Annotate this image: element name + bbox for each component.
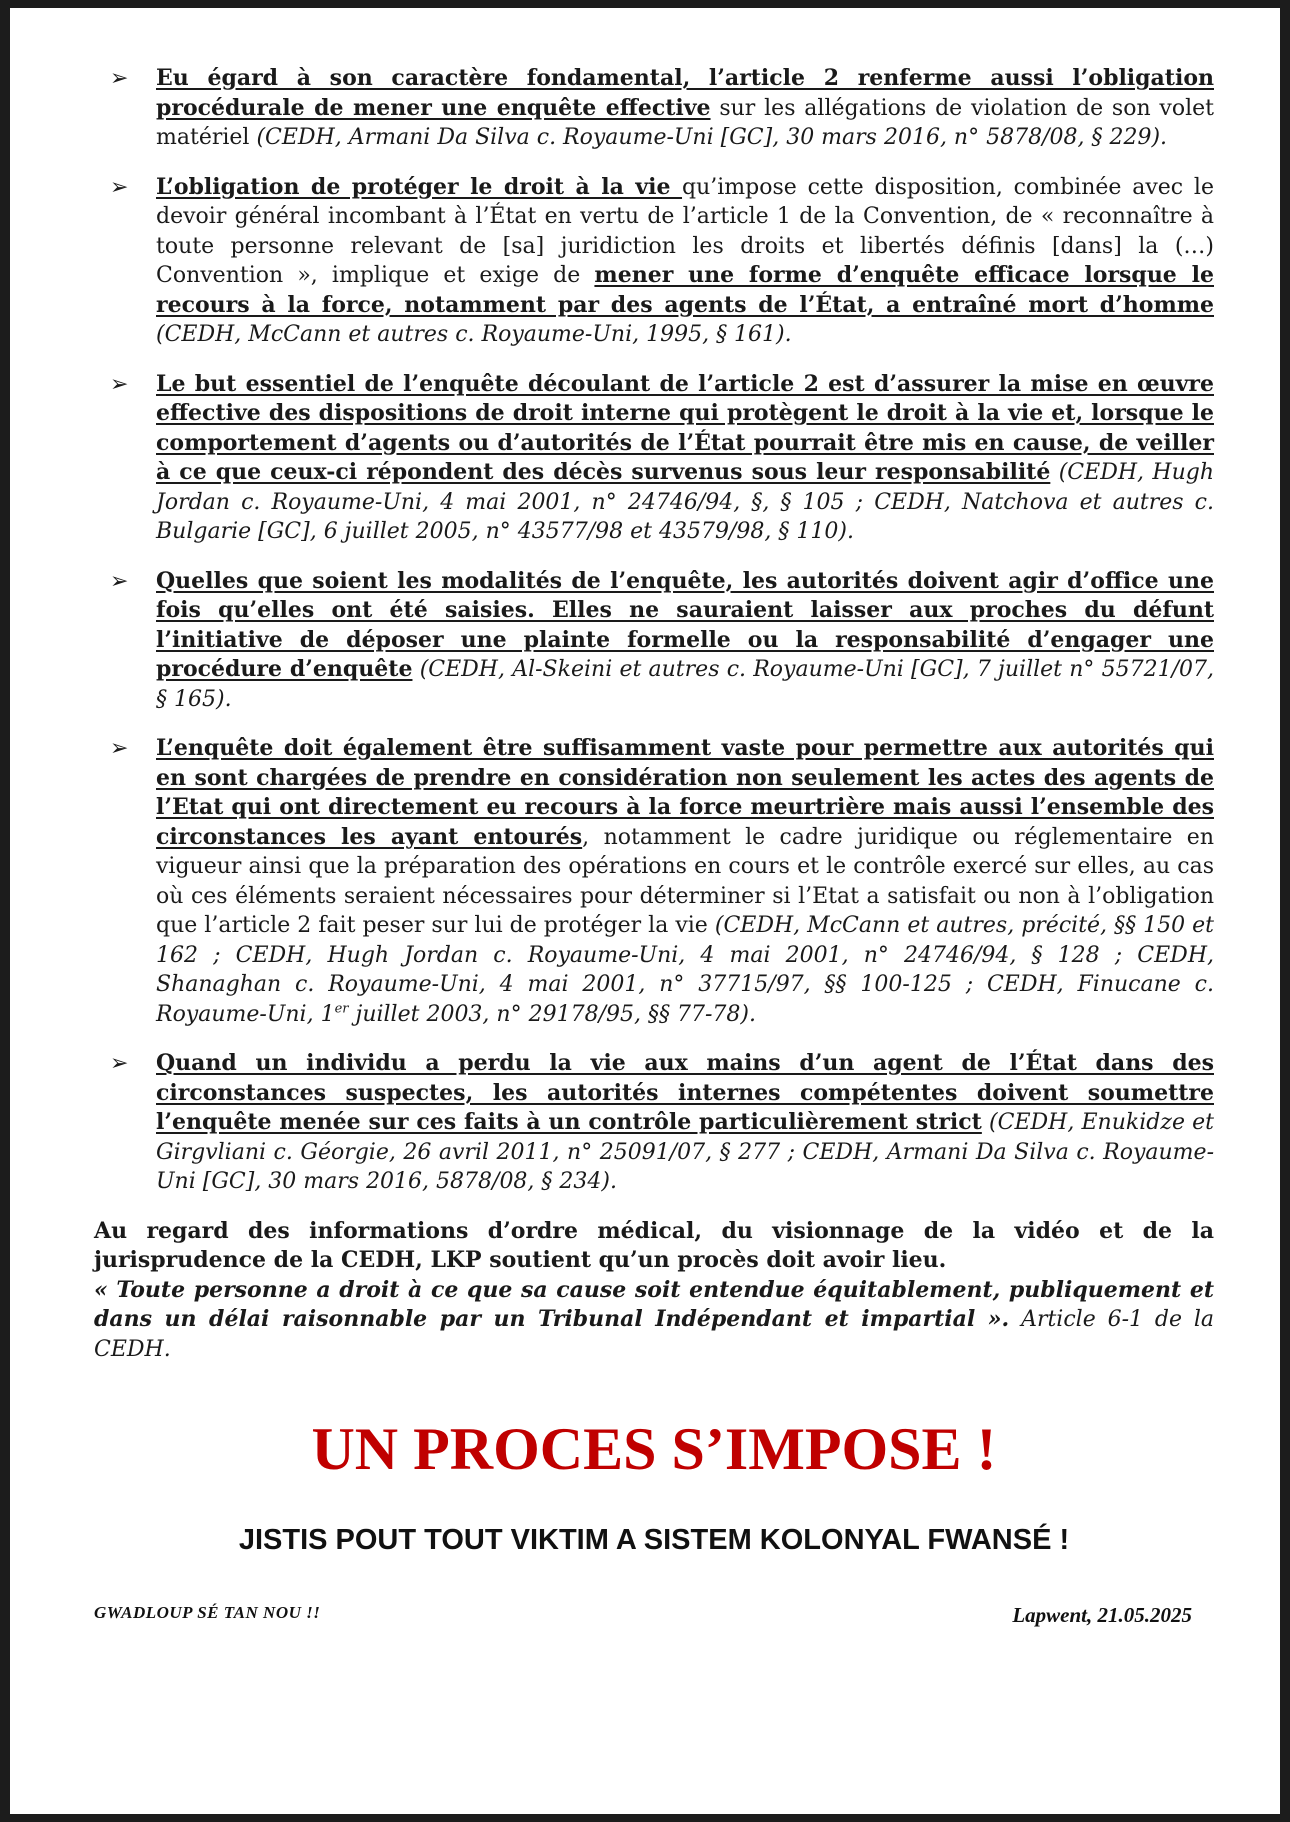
bullet-text: , notamment le cadre juridique ou réglementaire en vigueur ainsi que la préparation des opérations en cours et le contrôle exercé sur elles, au cas où ces éléments seraient nécessaires pour déterminer si l’Etat a satisfait ou non à l’obligation que l’article 2 fait peser sur lui de protéger la vie [156,824,1214,938]
bullet-item [94,173,1214,350]
bullet-citation-end: juillet 2003, n° 29178/95, §§ 77-78). [348,1001,756,1027]
footer-motto: GWADLOUP SÉ TAN NOU !! [94,1603,321,1622]
headline: UN PROCES S’IMPOSE ! [311,1416,997,1482]
bullet-item [94,734,1214,1029]
arrow-bullet-icon: ➢ [110,568,129,594]
arrow-bullet-icon: ➢ [110,371,129,397]
bullet-citation: (CEDH, Hugh Jordan c. Royaume-Uni, 4 mai 2001, n° 24746/94, §, § 105 ; CEDH, Natchova et autres c. Bulgarie [GC], 6 juillet 2005, n° 43577/98 et 43579/98, § 110). [156,460,1214,544]
bullet-bold-text: L’obligation de protéger le droit à la vie [156,173,683,200]
footer-place-date: Lapwent, 21.05.2025 [1012,1603,1192,1627]
bullet-bold-text: Quelles que soient les modalités de l’enquête, les autorités doivent agir d’office une fois qu’elles ont été saisies. Elles ne sauraient laisser aux proches du défunt l’initiative de déposer une plainte formelle ou la responsabilité d’engager une procédure d’enquête [156,567,1214,682]
bullet-item [94,370,1214,547]
superscript: er [334,1001,349,1017]
bullet-bold-text: L’enquête doit également être suffisamment vaste pour permettre aux autorités qui en sont chargées de prendre en considération non seulement les actes des agents de l’Etat qui ont directement eu recours à la force meurtrière mais aussi l’ensemble des circonstances les ayant entourés [156,735,1214,850]
arrow-bullet-icon: ➢ [110,174,129,200]
quote-paragraph [94,1276,1214,1365]
slogan: JISTIS POUT TOUT VIKTIM A SISTEM KOLONYAL FWANSÉ ! [238,1524,1070,1556]
bullet-citation: (CEDH, McCann et autres, précité, §§ 150 et 162 ; CEDH, Hugh Jordan c. Royaume-Uni, 4 mai 2001, n° 24746/94, § 128 ; CEDH, Shanaghan c. Royaume-Uni, 4 mai 2001, n° 37715/97, §§ 100-125 ; CEDH, Finucane c. Royaume-Uni, 1 [156,913,1214,1027]
bullet-citation: (CEDH, McCann et autres c. Royaume-Uni, 1995, § 161). [156,322,792,347]
bullet-bold-text: Le but essentiel de l’enquête découlant de l’article 2 est d’assurer la mise en œuvre effective des dispositions de droit interne qui protègent le droit à la vie et, lorsque le comportement d’agents ou d’autorités de l’État pourrait être mis en cause, de veiller à ce que ceux-ci répondent des décès survenus sous leur responsabilité [156,370,1214,485]
bullet-citation: (CEDH, Al-Skeini et autres c. Royaume-Uni [GC], 7 juillet n° 55721/07, § 165). [156,657,1215,712]
bullet-bold-text-2: mener une forme d’enquête efficace lorsque le recours à la force, notamment par des agents de l’État, a entraîné mort d’homme [156,262,1214,318]
quote-text: « Toute personne a droit à ce que sa cause soit entendue équitablement, publiquement et dans un délai raisonnable par un Tribunal Indépendant et impartial ». [94,1276,1214,1332]
arrow-bullet-icon: ➢ [110,1051,129,1076]
bullet-citation: (CEDH, Enukidze et Girgvliani c. Géorgie, 26 avril 2011, n° 25091/07, § 277 ; CEDH, Armani Da Silva c. Royaume-Uni [GC], 30 mars 2016, 5878/08, § 234). [156,1110,1215,1194]
bullet-item [94,567,1214,715]
bullet-bold-text: Eu égard à son caractère fondamental, l’article 2 renferme aussi l’obligation procédurale de mener une enquête effective [156,65,1214,121]
bullet-text: qu’impose cette disposition, combinée avec le devoir général incombant à l’État en vertu de l’article 1 de la Convention, de « reconnaître à toute personne relevant de [sa] juridiction les droits et libertés définis [dans] la (…) Convention », implique et exige de [156,174,1214,288]
bullet-item [94,64,1214,153]
bullet-citation: (CEDH, Armani Da Silva c. Royaume-Uni [GC], 30 mars 2016, n° 5878/08, § 229). [256,125,1168,150]
document-page [10,8,1280,1814]
footer [94,1603,1214,1628]
conclusion-paragraph: Au regard des informations d’ordre médical, du visionnage de la vidéo et de la jurisprudence de la CEDH, LKP soutient qu’un procès doit avoir lieu. [94,1217,1214,1273]
bullet-list [94,64,1214,1197]
arrow-bullet-icon: ➢ [110,736,129,761]
bullet-bold-text: Quand un individu a perdu la vie aux mains d’un agent de l’État dans des circonstances suspectes, les autorités internes compétentes doivent soumettre l’enquête menée sur ces faits à un contrôle particulièrement strict [156,1050,1214,1135]
document-content [94,64,1214,1628]
bullet-text: sur les allégations de violation de son volet matériel [156,95,1214,150]
arrow-bullet-icon: ➢ [110,66,129,91]
bullet-item [94,1049,1214,1197]
quote-reference: Article 6-1 de la CEDH. [94,1307,1214,1362]
